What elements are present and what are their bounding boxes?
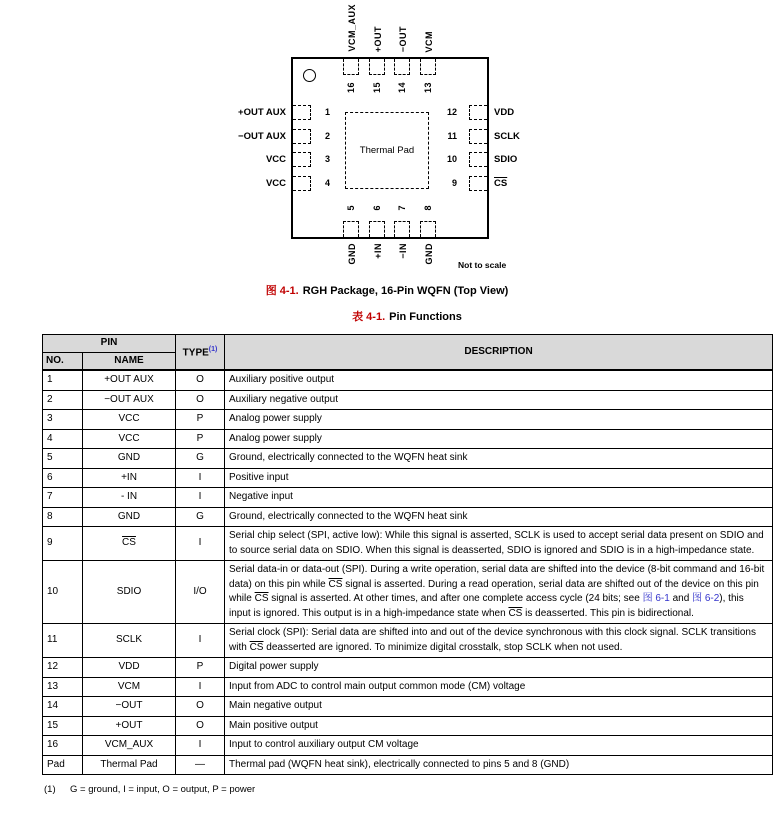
cell-type: O xyxy=(176,370,225,390)
table-caption xyxy=(42,308,772,326)
pin1-pad xyxy=(293,105,311,120)
pin6-pad xyxy=(369,221,385,237)
pin6-number: 6 xyxy=(372,205,382,211)
cell-name: $\overline{CS}$ xyxy=(83,527,176,561)
cell-name: +OUT xyxy=(83,716,176,736)
pin2-label: −OUT AUX xyxy=(238,131,286,142)
cell-desc: Main positive output xyxy=(225,716,773,736)
cell-type: I/O xyxy=(176,561,225,624)
cell-name: GND xyxy=(83,507,176,527)
cell-type: I xyxy=(176,488,225,508)
pin11-number: 11 xyxy=(447,131,457,141)
pin5-number: 5 xyxy=(346,205,356,211)
pin-diagram xyxy=(0,0,774,304)
table-row xyxy=(43,507,773,527)
pin2-pad xyxy=(293,129,311,144)
table-row xyxy=(43,658,773,678)
not-to-scale-note: Not to scale xyxy=(458,260,507,270)
table-row xyxy=(43,697,773,717)
figure-link[interactable]: 图 6-2 xyxy=(692,593,720,604)
pin10-number: 10 xyxy=(446,154,457,164)
cell-name: VDD xyxy=(83,658,176,678)
cell-type: G xyxy=(176,507,225,527)
pin8-number: 8 xyxy=(423,205,433,211)
footnote-marker: (1) xyxy=(44,784,56,795)
cell-desc: Serial chip select (SPI, active low): While this signal is asserted, SCLK is used to accept serial data present on SDIO and to source serial data on SDIO. When this signal is deasserted, SDIO is ignored and SDIO is in a high-impedance state. xyxy=(225,527,773,561)
pin12-number: 12 xyxy=(446,107,457,117)
pin16-label: VCM_AUX xyxy=(347,4,357,52)
table-row xyxy=(43,370,773,390)
pin13-pad xyxy=(420,59,436,75)
pin-functions-table xyxy=(42,334,773,775)
table-row xyxy=(43,755,773,775)
pin15-number: 15 xyxy=(372,82,382,94)
pin13-number: 13 xyxy=(423,82,433,94)
header-name: NAME xyxy=(83,352,176,370)
cell-name: GND xyxy=(83,449,176,469)
table-row xyxy=(43,488,773,508)
pin5-pad xyxy=(343,221,359,237)
pin4-label: VCC xyxy=(265,178,286,189)
cell-no: 16 xyxy=(43,736,83,756)
pin3-pad xyxy=(293,152,311,167)
cell-type: I xyxy=(176,527,225,561)
table-row xyxy=(43,449,773,469)
pin16-number: 16 xyxy=(346,82,356,94)
cell-name: +IN xyxy=(83,468,176,488)
cell-type: O xyxy=(176,697,225,717)
cell-name: +OUT AUX xyxy=(83,370,176,390)
cell-desc: Input to control auxiliary output CM voltage xyxy=(225,736,773,756)
cell-no: 15 xyxy=(43,716,83,736)
cell-desc: Thermal pad (WQFN heat sink), electrically connected to pins 5 and 8 (GND) xyxy=(225,755,773,775)
cell-name: VCM xyxy=(83,677,176,697)
table-row xyxy=(43,624,773,658)
table-row xyxy=(43,410,773,430)
cell-desc: Auxiliary negative output xyxy=(225,390,773,410)
pin3-label: VCC xyxy=(265,154,286,165)
cell-type: I xyxy=(176,468,225,488)
pin13-label: VCM xyxy=(424,30,434,52)
cell-no: 3 xyxy=(43,410,83,430)
pin8-label: GND xyxy=(424,243,434,265)
cell-no: 9 xyxy=(43,527,83,561)
cell-no: 7 xyxy=(43,488,83,508)
cell-name: VCM_AUX xyxy=(83,736,176,756)
cell-type: G xyxy=(176,449,225,469)
table-caption-number: 表 4-1. xyxy=(352,311,386,323)
pin15-label: +OUT xyxy=(373,25,383,52)
pin10-label: SDIO xyxy=(494,154,518,165)
pin8-pad xyxy=(420,221,436,237)
cell-no: 13 xyxy=(43,677,83,697)
cell-desc: Negative input xyxy=(225,488,773,508)
footnote-ref-link[interactable]: (1) xyxy=(208,346,218,354)
pin12-pad xyxy=(469,105,487,120)
pin7-label: −IN xyxy=(398,243,408,259)
cell-desc: Ground, electrically connected to the WQFN heat sink xyxy=(225,507,773,527)
cell-type: I xyxy=(176,624,225,658)
cell-no: 14 xyxy=(43,697,83,717)
table-caption-title: Pin Functions xyxy=(389,311,462,323)
pin3-number: 3 xyxy=(325,154,331,164)
table-row xyxy=(43,429,773,449)
pin1-marker-icon xyxy=(303,69,316,82)
cell-type: O xyxy=(176,390,225,410)
cell-no: 5 xyxy=(43,449,83,469)
cell-desc: Positive input xyxy=(225,468,773,488)
pin7-pad xyxy=(394,221,410,237)
cell-name: VCC xyxy=(83,410,176,430)
cell-name: Thermal Pad xyxy=(83,755,176,775)
cell-name: VCC xyxy=(83,429,176,449)
cell-type: — xyxy=(176,755,225,775)
header-pin: PIN xyxy=(43,335,176,353)
table-row xyxy=(43,736,773,756)
pin14-pad xyxy=(394,59,410,75)
pin1-number: 1 xyxy=(325,107,331,117)
table-row xyxy=(43,561,773,624)
pin5-label: GND xyxy=(347,243,357,265)
figure-caption-number: 图 4-1. xyxy=(265,285,299,297)
cell-type: P xyxy=(176,658,225,678)
cell-desc: Digital power supply xyxy=(225,658,773,678)
pin11-label: SCLK xyxy=(494,131,520,142)
cell-no: Pad xyxy=(43,755,83,775)
pin12-label: VDD xyxy=(494,107,515,118)
thermal-pad: Thermal Pad xyxy=(345,112,429,189)
cell-no: 1 xyxy=(43,370,83,390)
pin7-number: 7 xyxy=(397,205,407,211)
pin11-pad xyxy=(469,129,487,144)
cell-type: I xyxy=(176,736,225,756)
cell-no: 6 xyxy=(43,468,83,488)
pin-functions-section xyxy=(42,308,772,795)
cell-no: 12 xyxy=(43,658,83,678)
cell-type: O xyxy=(176,716,225,736)
figure-caption-title: RGH Package, 16-Pin WQFN (Top View) xyxy=(302,285,509,297)
pin2-number: 2 xyxy=(325,131,331,141)
cell-no: 8 xyxy=(43,507,83,527)
pin6-label: +IN xyxy=(373,243,383,259)
pin-table-body xyxy=(43,370,773,775)
pin1-label: +OUT AUX xyxy=(238,107,286,118)
pin15-pad xyxy=(369,59,385,75)
pin10-pad xyxy=(469,152,487,167)
cell-name: SDIO xyxy=(83,561,176,624)
footnote-text: G = ground, I = input, O = output, P = power xyxy=(70,784,256,795)
cell-desc: Serial clock (SPI): Serial data are shifted into and out of the device synchronous with this clock signal. SCLK transitions with $\overline{CS}$ deasserted are ignored. To minimize digital crosstalk, stop SCLK when not used. xyxy=(225,624,773,658)
cell-desc: Analog power supply xyxy=(225,429,773,449)
table-footnote xyxy=(44,784,772,795)
table-row xyxy=(43,468,773,488)
table-row xyxy=(43,716,773,736)
cell-no: 11 xyxy=(43,624,83,658)
pin9-label: $\overline{CS}$ xyxy=(494,178,508,189)
figure-caption xyxy=(0,282,774,298)
cell-name: SCLK xyxy=(83,624,176,658)
pin14-number: 14 xyxy=(397,82,407,94)
pin14-label: −OUT xyxy=(398,25,408,52)
table-row xyxy=(43,390,773,410)
cell-name: −OUT AUX xyxy=(83,390,176,410)
table-row xyxy=(43,677,773,697)
pin9-number: 9 xyxy=(451,178,457,188)
cell-no: 4 xyxy=(43,429,83,449)
cell-no: 2 xyxy=(43,390,83,410)
cell-name: −OUT xyxy=(83,697,176,717)
cell-desc: Analog power supply xyxy=(225,410,773,430)
cell-type: I xyxy=(176,677,225,697)
pin4-number: 4 xyxy=(325,178,331,188)
header-no: NO. xyxy=(43,352,83,370)
pin16-pad xyxy=(343,59,359,75)
cell-no: 10 xyxy=(43,561,83,624)
table-row xyxy=(43,527,773,561)
cell-type: P xyxy=(176,429,225,449)
pin9-pad xyxy=(469,176,487,191)
package-outline xyxy=(291,57,489,239)
cell-desc: Serial data-in or data-out (SPI). During a write operation, serial data are shifted into the device (8-bit command and 16-bit data) on this pin while $\overline{CS}$ signal is asserted. During a read operation, serial data are shifted out of the device on this pin while $\overline{CS}$ signal is asserted. At other times, and after one complete access cycle (24 bits; see 图 6-1 and 图 6-2), this input is ignored. This output is in a high-impedance state when $\overline{CS}$ is deasserted. This pin is bidirectional. xyxy=(225,561,773,624)
figure-link[interactable]: 图 6-1 xyxy=(642,593,670,604)
cell-desc: Main negative output xyxy=(225,697,773,717)
pin4-pad xyxy=(293,176,311,191)
header-type: TYPE$^{(1)}$ xyxy=(176,335,225,371)
cell-desc: Auxiliary positive output xyxy=(225,370,773,390)
header-description: DESCRIPTION xyxy=(225,335,773,371)
cell-desc: Input from ADC to control main output common mode (CM) voltage xyxy=(225,677,773,697)
cell-name: - IN xyxy=(83,488,176,508)
cell-desc: Ground, electrically connected to the WQFN heat sink xyxy=(225,449,773,469)
cell-type: P xyxy=(176,410,225,430)
